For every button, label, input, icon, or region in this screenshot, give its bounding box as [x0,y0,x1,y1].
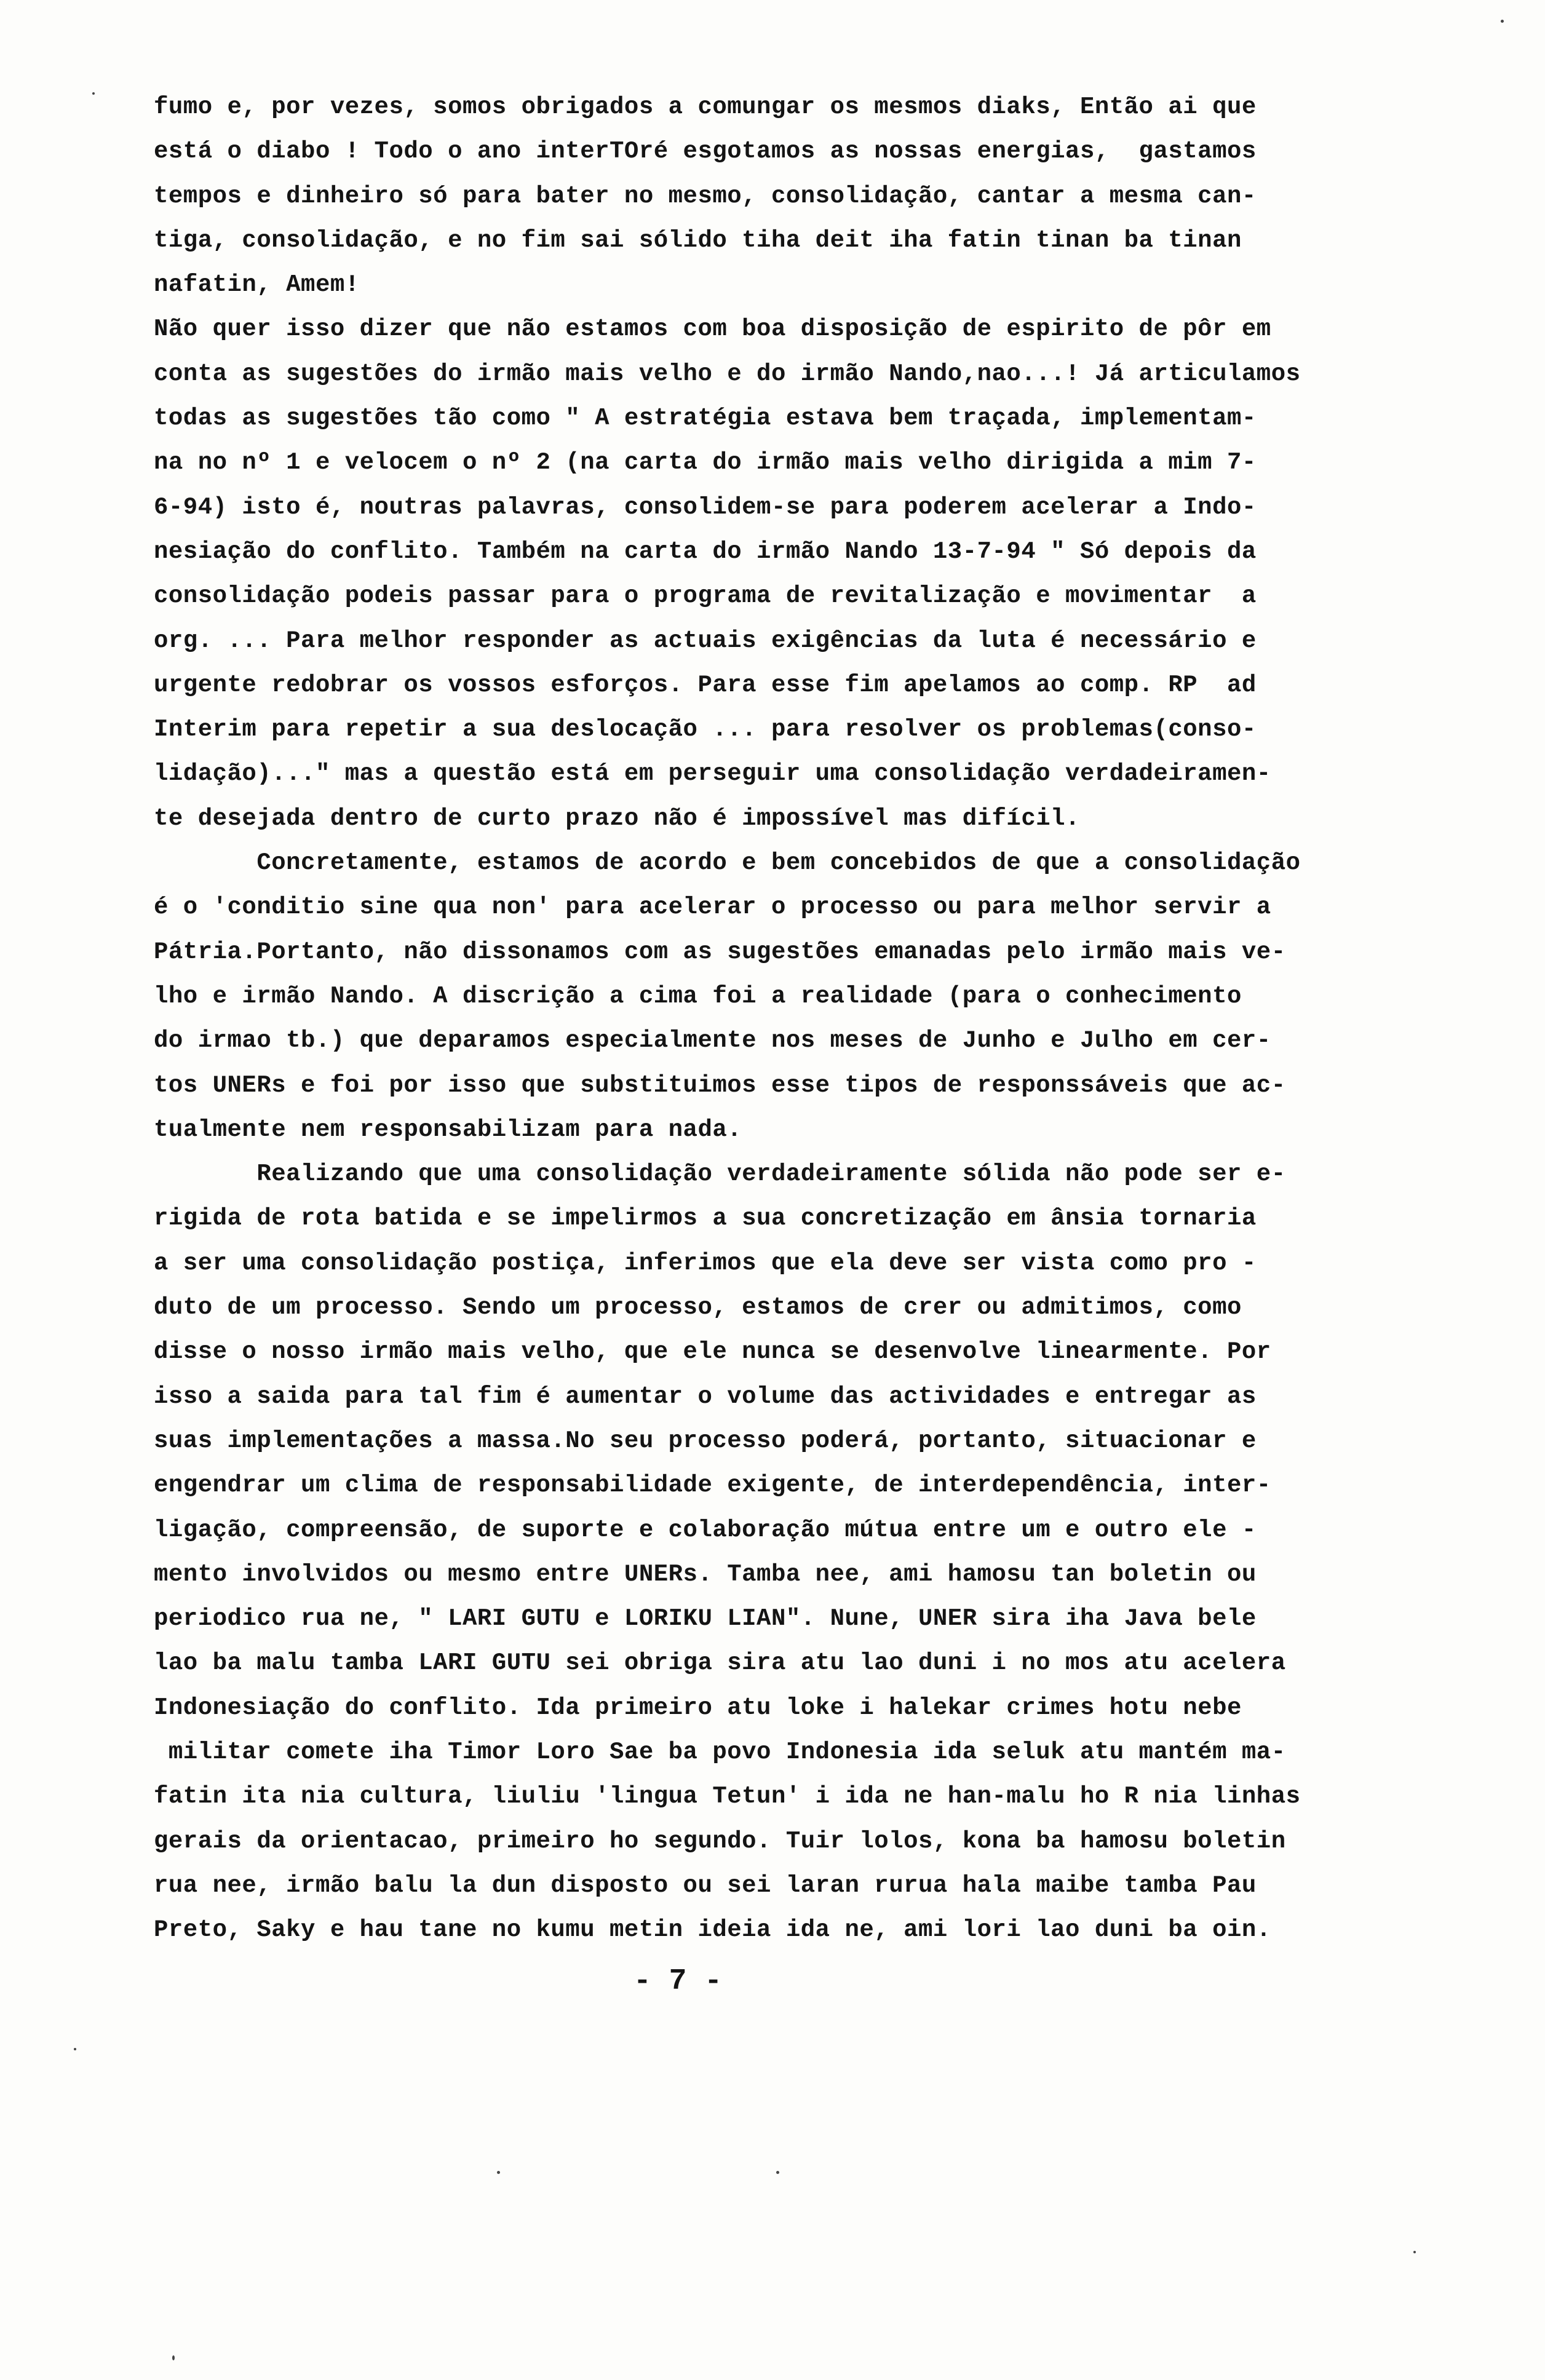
text-line: 6-94) isto é, noutras palavras, consolidem-se para poderem acelerar a Indo- [154,493,1257,521]
text-line: mento involvidos ou mesmo entre UNERs. Tamba nee, ami hamosu tan boletin ou [154,1560,1257,1588]
text-line: duto de um processo. Sendo um processo, estamos de crer ou admitimos, como [154,1294,1242,1322]
text-line: lidação)..." mas a questão está em perseguir uma consolidação verdadeiramen- [154,760,1271,788]
scan-speck [1501,20,1504,23]
text-line: Pátria.Portanto, não dissonamos com as sugestões emanadas pelo irmão mais ve- [154,938,1286,966]
text-line: ligação, compreensão, de suporte e colaboração mútua entre um e outro ele - [154,1516,1257,1544]
text-line: te desejada dentro de curto prazo não é impossível mas difícil. [154,804,1080,832]
text-line: lho e irmão Nando. A discrição a cima foi a realidade (para o conhecimento [154,982,1242,1010]
scan-speck [92,92,95,95]
text-line: está o diabo ! Todo o ano interTOré esgotamos as nossas energias, gastamos [154,138,1257,165]
text-line: nesiação do conflito. Também na carta do irmão Nando 13-7-94 " Só depois da [154,537,1257,565]
text-line: disse o nosso irmão mais velho, que ele nunca se desenvolve linearmente. Por [154,1338,1271,1366]
text-line: Concretamente, estamos de acordo e bem concebidos de que a consolidação [154,849,1301,877]
text-line: militar comete iha Timor Loro Sae ba povo Indonesia ida seluk atu mantém ma- [154,1738,1286,1766]
text-line: periodico rua ne, " LARI GUTU e LORIKU LIAN". Nune, UNER sira iha Java bele [154,1605,1257,1633]
text-line: consolidação podeis passar para o programa de revitalização e movimentar a [154,582,1257,610]
scan-speck [497,2171,500,2174]
text-line: isso a saida para tal fim é aumentar o volume das actividades e entregar as [154,1382,1257,1410]
text-line: engendrar um clima de responsabilidade exigente, de interdependência, inter- [154,1472,1271,1499]
scan-speck [1413,2251,1416,2253]
text-line: fatin ita nia cultura, liuliu 'lingua Tetun' i ida ne han-malu ho R nia linhas [154,1783,1301,1811]
text-line: Indonesiação do conflito. Ida primeiro atu loke i halekar crimes hotu nebe [154,1694,1242,1721]
text-line: nafatin, Amem! [154,271,360,299]
text-line: conta as sugestões do irmão mais velho e do irmão Nando,nao...! Já articulamos [154,360,1301,387]
text-line: tualmente nem responsabilizam para nada. [154,1116,742,1143]
text-line: Interim para repetir a sua deslocação ... para resolver os problemas(conso- [154,716,1257,744]
text-line: lao ba malu tamba LARI GUTU sei obriga sira atu lao duni i no mos atu acelera [154,1649,1286,1677]
text-line: org. ... Para melhor responder as actuais exigências da luta é necessário e [154,627,1257,654]
text-line: rua nee, irmão balu la dun disposto ou sei laran rurua hala maibe tamba Pau [154,1871,1257,1899]
text-line: do irmao tb.) que deparamos especialmente nos meses de Junho e Julho em cer- [154,1027,1271,1055]
text-line: todas as sugestões tão como " A estratégia estava bem traçada, implementam- [154,405,1257,432]
text-line: na no nº 1 e velocem o nº 2 (na carta do irmão mais velho dirigida a mim 7- [154,449,1257,477]
text-line: fumo e, por vezes, somos obrigados a comungar os mesmos diaks, Então ai que [154,93,1257,121]
text-line: urgente redobrar os vossos esforços. Para esse fim apelamos ao comp. RP ad [154,671,1257,699]
scan-speck [172,2355,175,2360]
scan-speck [776,2171,779,2174]
text-line: gerais da orientacao, primeiro ho segundo. Tuir lolos, kona ba hamosu boletin [154,1827,1286,1855]
text-line: é o 'conditio sine qua non' para acelerar o processo ou para melhor servir a [154,894,1271,921]
scan-speck [74,2048,76,2050]
page-number: - 7 - [633,1965,723,1998]
text-line: a ser uma consolidação postiça, inferimos que ela deve ser vista como pro - [154,1249,1257,1277]
text-line: Realizando que uma consolidação verdadeiramente sólida não pode ser e- [154,1160,1286,1188]
text-line: rigida de rota batida e se impelirmos a sua concretização em ânsia tornaria [154,1205,1257,1232]
text-line: tiga, consolidação, e no fim sai sólido tiha deit iha fatin tinan ba tinan [154,226,1242,254]
text-line: tos UNERs e foi por isso que substituimos esse tipos de responssáveis que ac- [154,1071,1286,1099]
text-line: suas implementações a massa.No seu processo poderá, portanto, situacionar e [154,1427,1257,1454]
text-line: tempos e dinheiro só para bater no mesmo, consolidação, cantar a mesma can- [154,182,1257,210]
text-line: Não quer isso dizer que não estamos com boa disposição de espirito de pôr em [154,315,1271,343]
body-text [154,85,1464,1952]
text-line: Preto, Saky e hau tane no kumu metin ideia ida ne, ami lori lao duni ba oin. [154,1916,1271,1944]
